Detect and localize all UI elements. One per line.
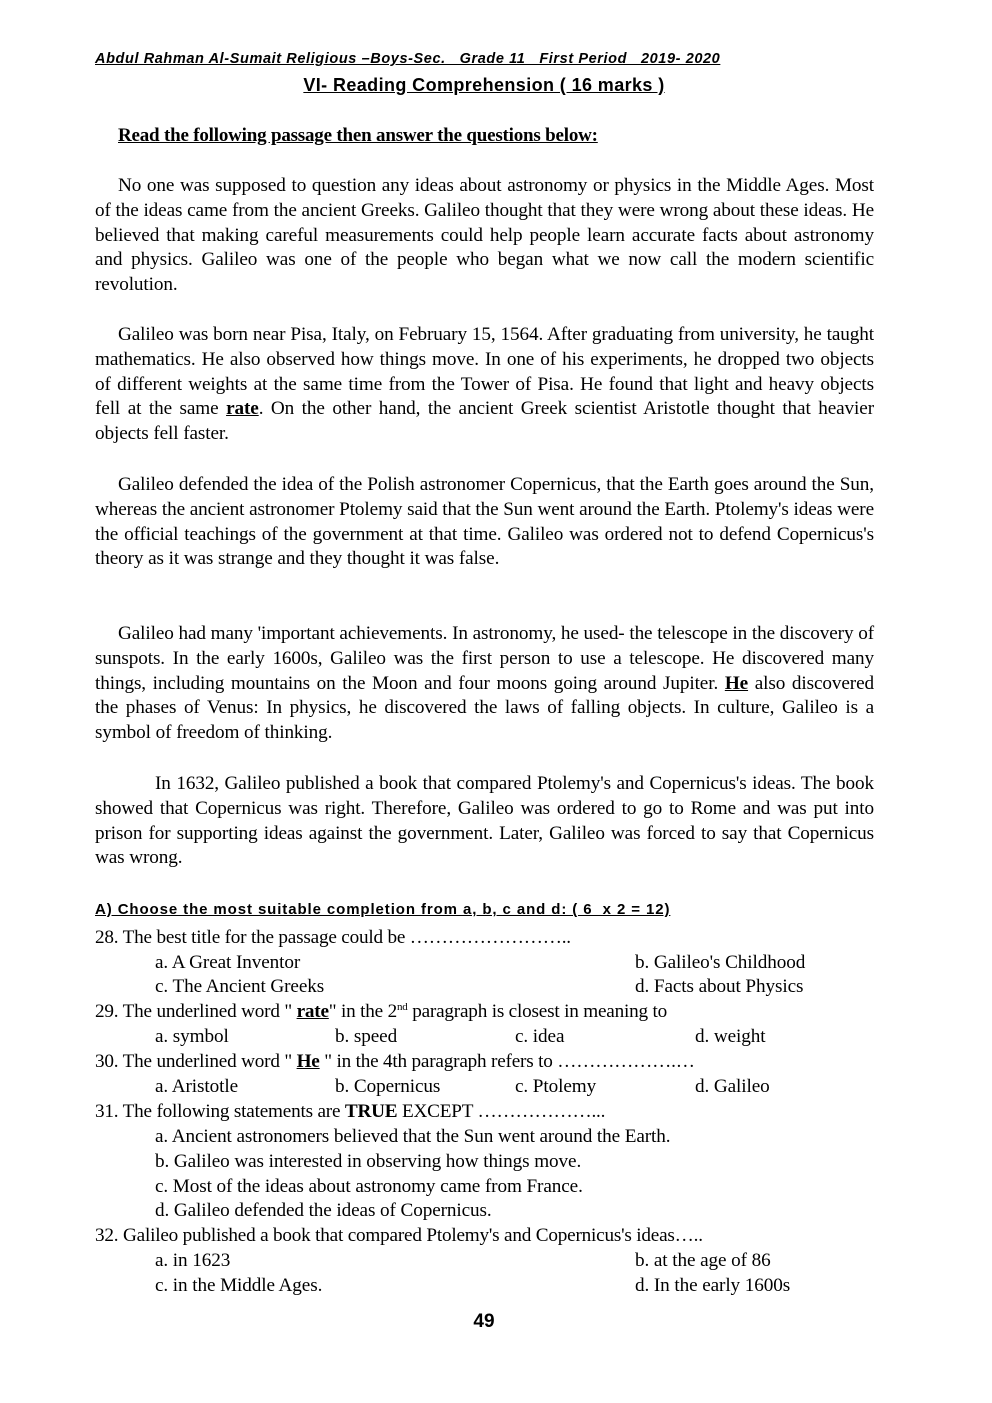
paragraph-text: also discovered the phases of Venus: In physics, he discovered the laws of falling objects. In culture, Galileo is a symbol of freedom of thinking.: [95, 672, 874, 744]
page-number: 49: [473, 1311, 495, 1332]
passage-paragraph-1: No one was supposed to question any ideas about astronomy or physics in the Middle Ages. Most of the ideas came from the ancient Greeks. Galileo thought that they were wrong about these ideas. He believed that making careful measurements could help people learn accurate facts about astronomy and physics. Galileo was one of the people who began what we now call the modern scientific revolution.: [95, 175, 874, 296]
stem-text: " in the 2: [328, 1001, 397, 1022]
question-28-option-c[interactable]: c. The Ancient Greeks: [155, 976, 325, 997]
passage-instruction: Read the following passage then answer the questions below:: [118, 125, 598, 146]
question-28-option-a[interactable]: a. A Great Inventor: [155, 952, 301, 973]
question-28-option-d[interactable]: d. Facts about Physics: [635, 976, 804, 997]
section-title: VI- Reading Comprehension ( 16 marks ): [303, 75, 665, 95]
question-29-option-c[interactable]: c. idea: [515, 1026, 565, 1047]
stem-text: 30. The underlined word ": [95, 1051, 297, 1072]
question-31-option-b[interactable]: b. Galileo was interested in observing how things move.: [155, 1151, 582, 1172]
question-32-stem: 32. Galileo published a book that compared Ptolemy's and Copernicus's ideas…..: [95, 1225, 703, 1246]
underlined-keyword-he: He: [296, 1051, 320, 1072]
passage-paragraph-4: [95, 622, 874, 746]
question-30-option-d[interactable]: d. Galileo: [695, 1076, 770, 1097]
question-32-option-b[interactable]: b. at the age of 86: [635, 1250, 771, 1271]
question-30-option-c[interactable]: c. Ptolemy: [515, 1076, 597, 1097]
question-29-stem: [95, 1000, 667, 1025]
question-28-stem: 28. The best title for the passage could be ……………………..: [95, 927, 571, 948]
underlined-keyword-he: He: [724, 672, 749, 694]
passage-paragraph-5: In 1632, Galileo published a book that compared Ptolemy's and Copernicus's ideas. The book showed that Copernicus was right. Therefore, Galileo was ordered to go to Rome and was put into prison for supporting ideas against the government. Later, Galileo was forced to say that Copernicus was wrong.: [95, 773, 874, 869]
passage-paragraph-3: Galileo defended the idea of the Polish astronomer Copernicus, that the Earth goes around the Sun, whereas the ancient astronomer Ptolemy said that the Sun went around the Earth. Ptolemy's ideas were the official teachings of the government at that time. Galileo was ordered not to defend Copernicus's theory as it was strange and they thought it was false.: [95, 474, 874, 570]
stem-text: 31. The following statements are: [95, 1101, 345, 1122]
question-32-option-a[interactable]: a. in 1623: [155, 1250, 231, 1271]
stem-text: paragraph is closest in meaning to: [407, 1001, 668, 1022]
question-30-stem: [95, 1050, 695, 1075]
question-29-option-d[interactable]: d. weight: [695, 1026, 766, 1047]
emphasis-true: TRUE: [344, 1101, 398, 1122]
question-30-option-a[interactable]: a. Aristotle: [155, 1076, 238, 1097]
question-31-stem: [95, 1100, 605, 1125]
part-a-heading: A) Choose the most suitable completion from a, b, c and d: ( 6 x 2 = 12): [95, 901, 671, 918]
stem-text: " in the 4th paragraph refers to ……………….…: [319, 1051, 695, 1072]
question-29-option-a[interactable]: a. symbol: [155, 1026, 229, 1047]
question-32-option-d[interactable]: d. In the early 1600s: [635, 1275, 791, 1296]
question-31-option-d[interactable]: d. Galileo defended the ideas of Copernicus.: [155, 1200, 492, 1221]
stem-text: EXCEPT ………………...: [397, 1101, 606, 1122]
school-header: Abdul Rahman Al-Sumait Religious –Boys-Sec. Grade 11 First Period 2019- 2020: [95, 51, 721, 67]
question-31-option-a[interactable]: a. Ancient astronomers believed that the Sun went around the Earth.: [155, 1126, 671, 1147]
ordinal-suffix: nd: [396, 1001, 408, 1013]
paragraph-text: Galileo had many 'important achievements. In astronomy, he used- the telescope in the discovery of sunspots. In the early 1600s, Galileo was the first person to use a telescope. He discovered many things, including mountains on the Moon and four moons going around Jupiter.: [95, 623, 874, 694]
question-30-option-b[interactable]: b. Copernicus: [335, 1076, 441, 1097]
question-28-option-b[interactable]: b. Galileo's Childhood: [635, 952, 806, 973]
underlined-keyword-rate: rate: [226, 398, 259, 420]
paragraph-text: . On the other hand, the ancient Greek scientist Aristotle thought that heavier objects fell faster.: [95, 398, 874, 445]
question-31-option-c[interactable]: c. Most of the ideas about astronomy came from France.: [155, 1176, 583, 1197]
passage-paragraph-2: [95, 323, 874, 447]
stem-text: 29. The underlined word ": [95, 1001, 297, 1022]
paragraph-text: Galileo was born near Pisa, Italy, on February 15, 1564. After graduating from university, he taught mathematics. He also observed how things move. In one of his experiments, he dropped two objects of different weights at the same time from the Tower of Pisa. He found that light and heavy objects fell at the same: [95, 324, 874, 420]
question-32-option-c[interactable]: c. in the Middle Ages.: [155, 1275, 323, 1296]
question-29-option-b[interactable]: b. speed: [335, 1026, 398, 1047]
underlined-keyword-rate: rate: [296, 1001, 329, 1022]
